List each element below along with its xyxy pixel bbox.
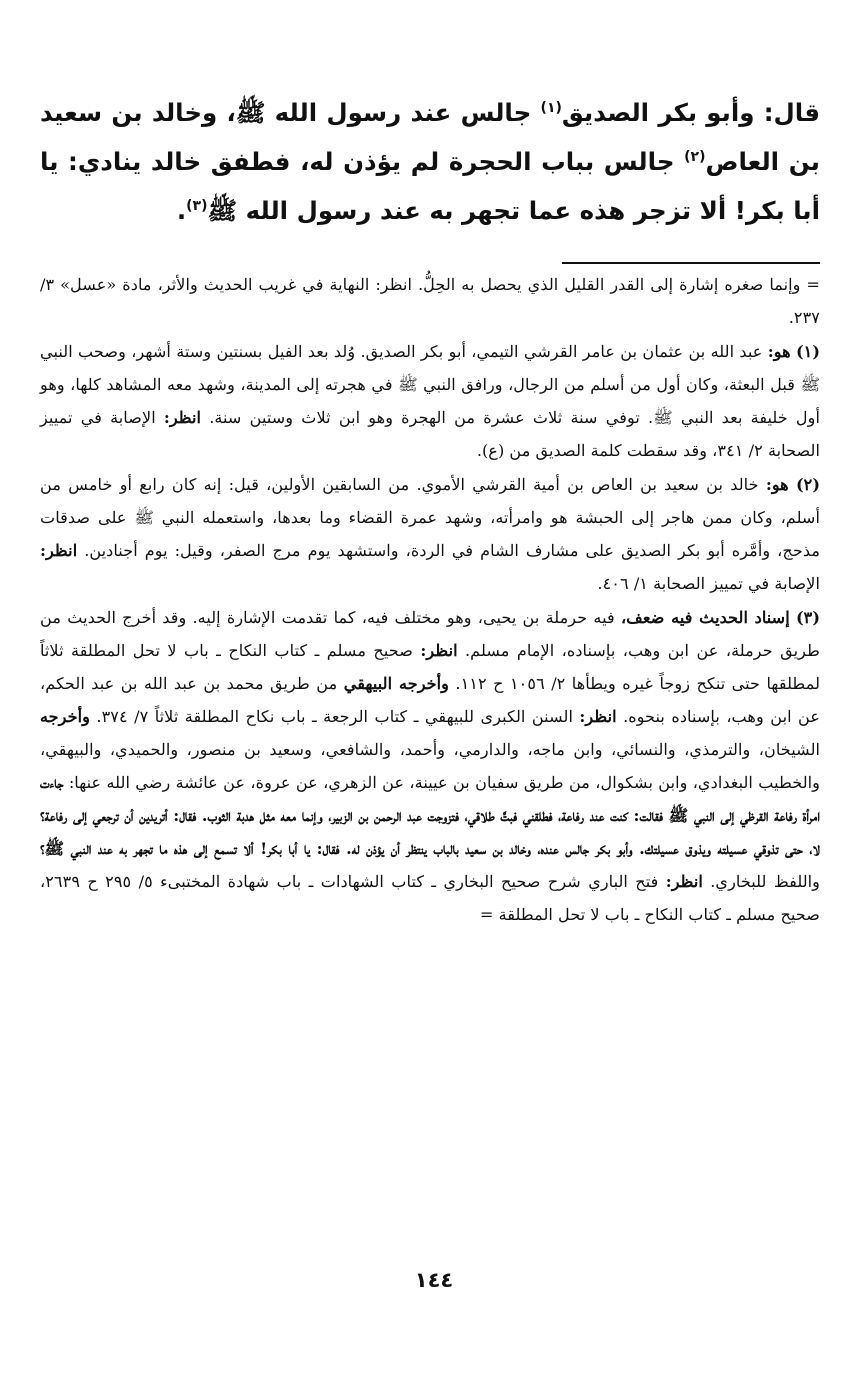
footnote-3-ref-a: انظر: xyxy=(420,641,458,660)
page-number: ١٤٤ xyxy=(414,1268,454,1292)
footnote-1-ref-text: الإصابة في تمييز الصحابة ٢/ ٣٤١، وقد سقطت كلمة الصديق من (ع). xyxy=(40,408,820,460)
footnote-2-text: خالد بن سعيد بن العاص بن أمية القرشي الأموي. من السابقين الأولين، قيل: إنه كان رابع أو خامس من أسلم، وكان ممن هاجر إلى الحبشة هو وامرأته، وشهد عمرة القضاء وما بعدها، واستعمله النبي ﷺ على صدقات مذحج، وأمَّره أبو بكر الصديق على مشارف الشام في الردة، واستشهد يوم مرج الصفر، وقيل: يوم أجنادين. xyxy=(40,475,820,560)
footnote-2-lead: هو: xyxy=(765,475,789,494)
main-text-part-1: قال: وأبو بكر الصديق xyxy=(561,98,821,127)
footnote-3-bold-b: وأخرجه البيهقي xyxy=(343,674,449,693)
footnote-separator-wrap xyxy=(40,235,820,264)
main-text-part-3: جالس بباب الحجرة لم يؤذن له، فطفق خالد ينادي: يا أبا بكر! ألا تزجر هذه عما تجهر به عند رسول الله ﷺ xyxy=(40,147,820,225)
footnote-ref-1: (١) xyxy=(540,99,562,116)
main-text-part-2: جالس عند رسول الله ﷺ، وخالد بن سعيد بن العاص xyxy=(40,98,820,176)
footnote-2-ref-text: الإصابة في تمييز الصحابة ١/ ٤٠٦. xyxy=(597,574,820,593)
footnote-3-ref-c: انظر: xyxy=(579,707,617,726)
footnote-3-bold-e: جاءت امرأة رفاعة القرظي إلى النبي ﷺ فقالت: كنت عند رفاعة، فطلقني فبتَّ طلاقي، فتزوجت عبد الرحمن بن الزبير، وإنما معه مثل هدبة الثوب. فقال: أتريدين أن ترجعي إلى رفاعة؟ لا، حتى تذوقي عسيلته ويذوق عسيلتك. وأبو بكر جالس عنده، وخالد بن سعيد بالباب ينتظر أن يؤذن له. فقال: يا أبا بكر! ألا تسمع إلى هذه ما تجهر به عند النبي ﷺ؟ xyxy=(40,773,820,858)
main-paragraph xyxy=(40,88,820,235)
footnote-3 xyxy=(40,601,820,931)
footnote-3-text-g: فتح الباري شرح صحيح البخاري ـ كتاب الشهادات ـ باب شهادة المختبىء ٥/ ٢٩٥ ح ٢٦٣٩، صحيح مسلم ـ كتاب النكاح ـ باب لا تحل المطلقة = xyxy=(40,872,820,924)
footnote-separator xyxy=(562,262,820,264)
footnote-3-ref-f: انظر: xyxy=(665,872,703,891)
footnote-ref-3: (٣) xyxy=(186,197,208,214)
footnote-3-bold-d: وأخرجه xyxy=(40,707,90,726)
footnote-2-ref-lead: انظر: xyxy=(40,541,78,560)
main-hadith-text xyxy=(40,88,820,235)
footnote-ref-2: (٢) xyxy=(684,148,706,165)
footnote-2-number: (٢) xyxy=(795,475,820,494)
main-text-part-4: . xyxy=(176,196,187,225)
footnote-continuation: = وإنما صغره إشارة إلى القدر القليل الذي يحصل به الحِلُّ. انظر: النهاية في غريب الحديث والأثر، مادة «عسل» ٣/ ٢٣٧. xyxy=(40,275,820,327)
footnote-2 xyxy=(40,468,820,600)
footnote-1-ref-lead: انظر: xyxy=(163,408,202,427)
footnote-3-text-e: الشيخان، والترمذي، والنسائي، وابن ماجه، والدارمي، وأحمد، والشافعي، وسعيد بن منصور، والحميدي، والبيهقي، والخطيب البغدادي، وابن بشكوال، من طريق سفيان بن عيينة، عن الزهري، عن عروة، عن عائشة رضي الله عنها: xyxy=(40,740,820,792)
footnote-3-text-c: من طريق محمد بن عبد الله بن عبد الحكم، عن ابن وهب، بإسناده بنحوه. xyxy=(40,674,821,726)
footnote-3-text-b: صحيح مسلم ـ كتاب النكاح ـ باب لا تحل المطلقة ثلاثاً لمطلقها حتى تنكح زوجاً غيره ويطأها ٢/ ١٠٥٦ ح ١١٢. xyxy=(40,641,821,693)
footnote-1-number: (١) xyxy=(795,342,820,361)
footnote-3-text-a: فيه حرملة بن يحيى، وهو مختلف فيه، كما تقدمت الإشارة إليه. وقد أخرج الحديث من طريق حرملة، عن ابن وهب، بإسناده، الإمام مسلم. xyxy=(40,608,820,660)
footnote-3-text-d: السنن الكبرى للبيهقي ـ كتاب الرجعة ـ باب نكاح المطلقة ثلاثاً ٧/ ٣٧٤. xyxy=(89,707,580,726)
footnote-1 xyxy=(40,335,820,467)
footnote-3-number: (٣) xyxy=(795,608,820,627)
footnote-3-lead: إسناد الحديث فيه ضعف، xyxy=(620,608,790,627)
footnote-3-text-f: واللفظ للبخاري. xyxy=(702,872,820,891)
footnote-1-lead: هو: xyxy=(767,342,791,361)
footnotes-section xyxy=(40,268,820,931)
footnote-1-text: عبد الله بن عثمان بن عامر القرشي التيمي، أبو بكر الصديق. وُلد بعد الفيل بسنتين وستة أشهر، وصحب النبي ﷺ قبل البعثة، وكان أول من أسلم من الرجال، ورافق النبي ﷺ في هجرته إلى المدينة، وشهد معه المشاهد كلها، وهو أول خليفة بعد النبي ﷺ. توفي سنة ثلاث عشرة من الهجرة وهو ابن ثلاث وستين سنة. xyxy=(40,342,820,427)
